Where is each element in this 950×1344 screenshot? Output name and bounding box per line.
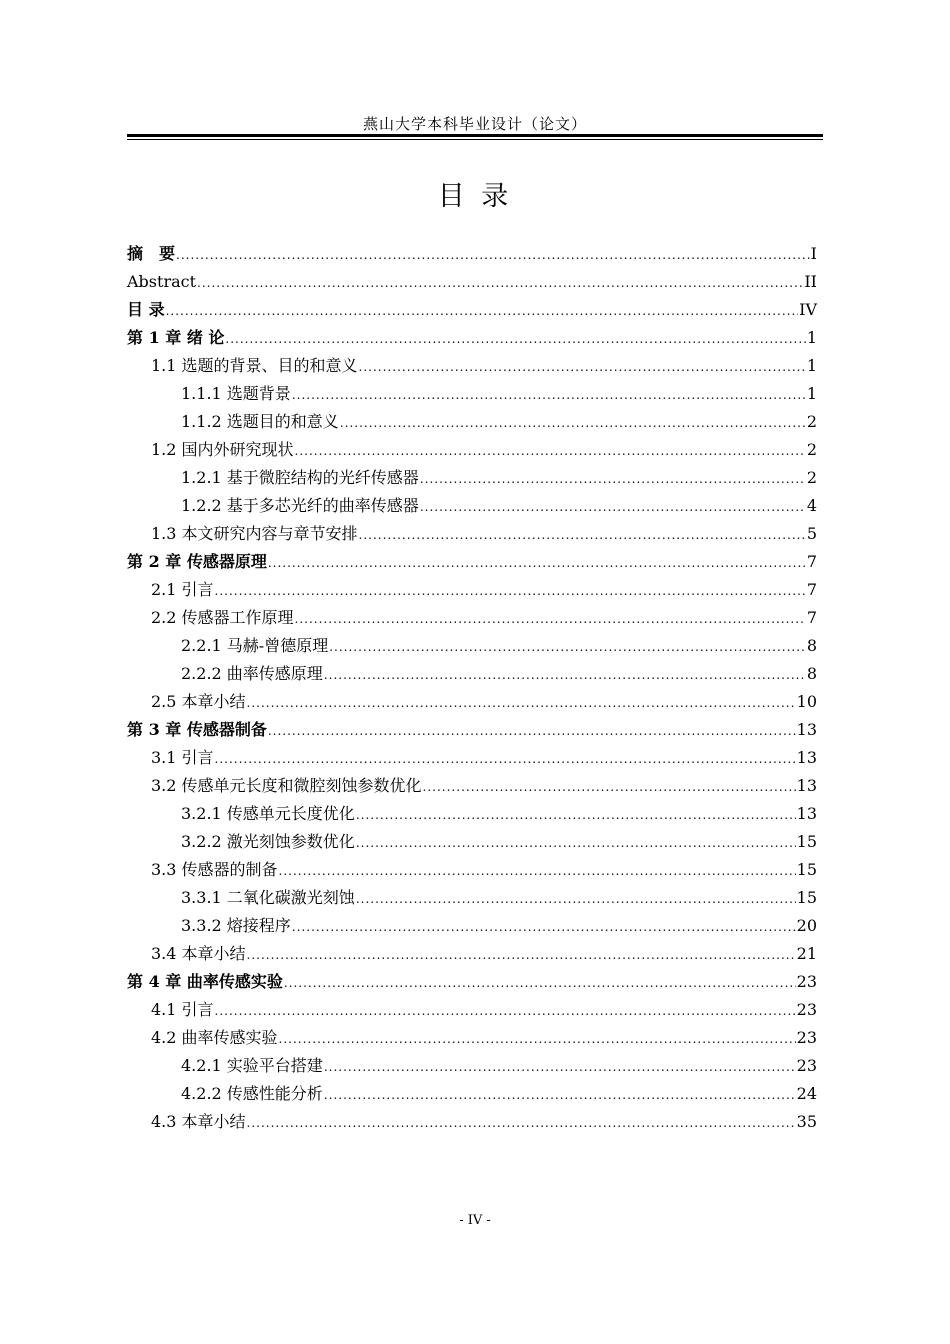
- toc-leader-dots: [324, 1058, 796, 1076]
- running-header: 燕山大学本科毕业设计（论文）: [362, 115, 587, 133]
- toc-leader-dots: [329, 638, 806, 656]
- toc-leader-dots: [423, 778, 796, 796]
- toc-entry-label: 4.2 曲率传感实验: [151, 1028, 278, 1047]
- toc-entry-page: 23: [796, 1000, 817, 1019]
- toc-entry[interactable]: [127, 544, 817, 572]
- toc-entry-page: 21: [796, 944, 817, 963]
- toc-entry-page: 35: [796, 1112, 817, 1131]
- header-rule-thick: [127, 134, 823, 137]
- toc-entry-page: 13: [796, 776, 817, 795]
- toc-leader-dots: [268, 722, 796, 740]
- toc-leader-dots: [420, 470, 806, 488]
- header-rule-thin: [127, 139, 823, 140]
- toc-leader-dots: [295, 442, 806, 460]
- toc-leader-dots: [292, 386, 806, 404]
- toc-entry-page: 2: [806, 440, 817, 459]
- toc-entry-label: 1.2 国内外研究现状: [151, 440, 294, 459]
- toc-entry-page: 23: [796, 1028, 817, 1047]
- toc-entry[interactable]: [127, 964, 817, 992]
- toc-leader-dots: [215, 582, 806, 600]
- toc-leader-dots: [359, 358, 806, 376]
- toc-leader-dots: [166, 302, 799, 320]
- toc-entry-label: 第 3 章 传感器制备: [127, 720, 267, 739]
- toc-entry-page: 4: [806, 496, 817, 515]
- toc-entry-label: 4.2.1 实验平台搭建: [181, 1056, 323, 1075]
- toc-entry[interactable]: [127, 628, 817, 656]
- toc-entry-page: 23: [796, 972, 817, 991]
- toc-entry-page: 15: [796, 832, 817, 851]
- toc-entry-label: 第 1 章 绪 论: [127, 328, 225, 347]
- toc-entry[interactable]: [127, 488, 817, 516]
- toc-entry-label: 2.5 本章小结: [151, 692, 246, 711]
- toc-entry[interactable]: [127, 348, 817, 376]
- toc-entry-page: 24: [796, 1084, 817, 1103]
- toc-entry[interactable]: [127, 292, 817, 320]
- toc-leader-dots: [247, 1114, 796, 1132]
- toc-entry-label: 3.3 传感器的制备: [151, 860, 278, 879]
- toc-entry-label: 4.3 本章小结: [151, 1112, 246, 1131]
- toc-leader-dots: [247, 946, 796, 964]
- toc-entry[interactable]: [127, 376, 817, 404]
- toc-entry[interactable]: [127, 404, 817, 432]
- toc-entry-label: 1.1.1 选题背景: [181, 384, 291, 403]
- toc-entry-page: 13: [796, 720, 817, 739]
- toc-entry-page: IV: [799, 300, 817, 319]
- toc-entry-label: 1.1.2 选题目的和意义: [181, 412, 339, 431]
- toc-leader-dots: [197, 274, 803, 292]
- toc-title: 目 录: [437, 181, 513, 212]
- toc-entry[interactable]: [127, 264, 817, 292]
- toc-leader-dots: [176, 246, 810, 264]
- toc-entry[interactable]: [127, 740, 817, 768]
- toc-entry-label: 3.4 本章小结: [151, 944, 246, 963]
- toc-leader-dots: [279, 1030, 796, 1048]
- toc-entry-page: 1: [806, 328, 817, 347]
- toc-entry-page: 15: [796, 888, 817, 907]
- toc-entry-label: 3.1 引言: [151, 748, 214, 767]
- toc-entry-label: 1.3 本文研究内容与章节安排: [151, 524, 358, 543]
- toc-entry-page: 8: [806, 636, 817, 655]
- toc-entry[interactable]: [127, 572, 817, 600]
- toc-entry[interactable]: [127, 768, 817, 796]
- toc-leader-dots: [292, 918, 796, 936]
- toc-entry[interactable]: [127, 236, 817, 264]
- toc-entry[interactable]: [127, 656, 817, 684]
- toc-entry-label: 2.2.1 马赫-曾德原理: [181, 636, 329, 655]
- toc-leader-dots: [284, 974, 796, 992]
- toc-entry-label: 1.2.2 基于多芯光纤的曲率传感器: [181, 496, 419, 515]
- toc-entry-page: 20: [796, 916, 817, 935]
- toc-entry[interactable]: [127, 852, 817, 880]
- toc-entry[interactable]: [127, 796, 817, 824]
- toc-entry[interactable]: [127, 712, 817, 740]
- toc-entry[interactable]: [127, 1020, 817, 1048]
- table-of-contents: [127, 236, 817, 1132]
- toc-entry-page: 8: [806, 664, 817, 683]
- toc-entry-label: 4.1 引言: [151, 1000, 214, 1019]
- toc-entry-label: 2.2.2 曲率传感原理: [181, 664, 323, 683]
- toc-entry-page: 13: [796, 804, 817, 823]
- toc-entry[interactable]: [127, 432, 817, 460]
- toc-leader-dots: [215, 750, 796, 768]
- toc-entry-label: 1.1 选题的背景、目的和意义: [151, 356, 358, 375]
- toc-entry[interactable]: [127, 1104, 817, 1132]
- toc-entry[interactable]: [127, 516, 817, 544]
- toc-entry-label: 3.3.2 熔接程序: [181, 916, 291, 935]
- toc-entry-page: 23: [796, 1056, 817, 1075]
- toc-entry[interactable]: [127, 1076, 817, 1104]
- toc-entry-label: 目 录: [127, 300, 165, 319]
- toc-entry-label: 3.3.1 二氧化碳激光刻蚀: [181, 888, 355, 907]
- toc-leader-dots: [356, 806, 796, 824]
- toc-entry-page: II: [804, 272, 817, 291]
- toc-entry-page: 7: [806, 608, 817, 627]
- toc-entry-label: 1.2.1 基于微腔结构的光纤传感器: [181, 468, 419, 487]
- toc-entry-page: 2: [806, 412, 817, 431]
- toc-entry-label: 2.1 引言: [151, 580, 214, 599]
- toc-leader-dots: [359, 526, 806, 544]
- toc-entry-page: 10: [796, 692, 817, 711]
- toc-entry-label: 3.2.1 传感单元长度优化: [181, 804, 355, 823]
- toc-entry-page: 7: [806, 552, 817, 571]
- toc-entry-page: 2: [806, 468, 817, 487]
- toc-entry-label: 2.2 传感器工作原理: [151, 608, 294, 627]
- toc-entry-page: 15: [796, 860, 817, 879]
- toc-entry-page: 1: [806, 356, 817, 375]
- toc-entry-label: Abstract: [127, 272, 197, 291]
- toc-leader-dots: [356, 834, 796, 852]
- toc-leader-dots: [225, 330, 805, 348]
- toc-entry-label: 3.2.2 激光刻蚀参数优化: [181, 832, 355, 851]
- toc-entry[interactable]: [127, 908, 817, 936]
- toc-entry[interactable]: [127, 684, 817, 712]
- toc-entry-label: 摘 要: [127, 244, 176, 263]
- toc-leader-dots: [268, 554, 806, 572]
- toc-leader-dots: [215, 1002, 796, 1020]
- toc-leader-dots: [279, 862, 796, 880]
- toc-entry-page: I: [810, 244, 817, 263]
- toc-leader-dots: [295, 610, 806, 628]
- toc-entry-label: 第 4 章 曲率传感实验: [127, 972, 283, 991]
- toc-entry[interactable]: [127, 936, 817, 964]
- toc-entry[interactable]: [127, 1048, 817, 1076]
- toc-entry-label: 3.2 传感单元长度和微腔刻蚀参数优化: [151, 776, 422, 795]
- toc-entry-page: 13: [796, 748, 817, 767]
- toc-entry-label: 第 2 章 传感器原理: [127, 552, 267, 571]
- toc-entry[interactable]: [127, 824, 817, 852]
- toc-entry[interactable]: [127, 460, 817, 488]
- toc-leader-dots: [340, 414, 806, 432]
- toc-entry-label: 4.2.2 传感性能分析: [181, 1084, 323, 1103]
- toc-entry[interactable]: [127, 880, 817, 908]
- toc-entry-page: 5: [806, 524, 817, 543]
- toc-leader-dots: [356, 890, 796, 908]
- toc-entry[interactable]: [127, 320, 817, 348]
- toc-leader-dots: [420, 498, 806, 516]
- toc-entry[interactable]: [127, 992, 817, 1020]
- page-number: - IV -: [459, 1213, 491, 1228]
- toc-leader-dots: [324, 1086, 796, 1104]
- toc-entry-page: 7: [806, 580, 817, 599]
- toc-entry-page: 1: [806, 384, 817, 403]
- toc-leader-dots: [247, 694, 796, 712]
- toc-entry[interactable]: [127, 600, 817, 628]
- toc-leader-dots: [324, 666, 806, 684]
